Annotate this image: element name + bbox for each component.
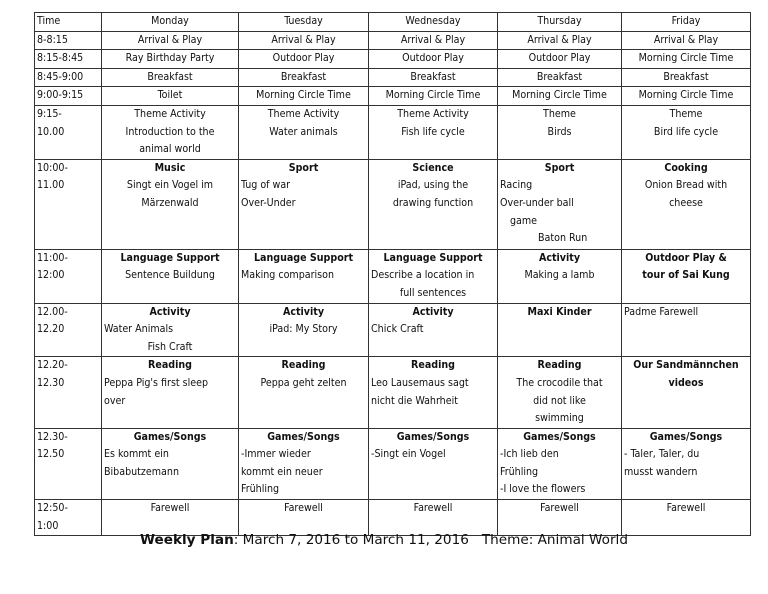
activity-line: Theme	[669, 107, 703, 120]
time-cell	[35, 357, 102, 428]
activity-cell: Farewell	[369, 500, 498, 536]
activity-cell	[102, 159, 239, 249]
table-row	[35, 303, 751, 357]
activity-line: Theme Activity	[134, 107, 206, 120]
activity-title: Games/Songs	[649, 430, 723, 443]
activity-line: - Over-Under	[241, 195, 366, 213]
activity-cell	[622, 105, 751, 159]
activity-cell	[622, 249, 751, 303]
table-row	[35, 105, 751, 159]
activity-title: Games/Songs	[523, 430, 596, 443]
activity-line: over	[104, 394, 126, 407]
activity-cell: Morning Circle Time	[239, 87, 369, 106]
time-line: 12.30	[37, 376, 65, 389]
activity-cell	[369, 357, 498, 428]
activity-cell	[369, 303, 498, 357]
activity-cell: Arrival & Play	[498, 31, 622, 50]
activity-cell	[102, 357, 239, 428]
activity-line: cheese	[669, 196, 703, 209]
activity-cell: Morning Circle Time	[369, 87, 498, 106]
time-line: 12:00	[37, 269, 65, 282]
time-line: 9:15-	[37, 107, 62, 120]
activity-line: Chick Craft	[371, 323, 424, 336]
activity-line: Introduction to the	[125, 125, 215, 138]
activity-title: Outdoor Play &	[645, 251, 727, 264]
activity-cell: Farewell	[498, 500, 622, 536]
activity-line: - Over-under ball	[500, 195, 619, 213]
activity-line: Märzenwald	[141, 196, 199, 209]
weekly-plan-caption	[0, 532, 768, 548]
activity-line: Sentence Buildung	[125, 269, 215, 282]
activity-line: Singt ein Vogel im	[126, 179, 214, 192]
activity-title: Games/Songs	[267, 430, 340, 443]
activity-line: Peppa geht zelten	[260, 376, 347, 389]
activity-cell: Farewell	[239, 500, 369, 536]
activity-cell: Arrival & Play	[102, 31, 239, 50]
time-line: 11.00	[37, 179, 65, 192]
time-line: 12.50	[37, 448, 65, 461]
activity-line: Birds	[547, 125, 572, 138]
header-thursday: Thursday	[498, 13, 622, 32]
caption-text: : March 7, 2016 to March 11, 2016 Theme: Animal World	[233, 532, 628, 548]
activity-line: Peppa Pig's first sleep	[104, 376, 209, 389]
activity-cell: Farewell	[622, 500, 751, 536]
activity-line: Fish Craft	[147, 340, 193, 353]
activity-line: Bibabutzemann	[104, 465, 179, 478]
activity-title: Sport	[288, 161, 319, 174]
activity-cell	[239, 249, 369, 303]
header-friday: Friday	[622, 13, 751, 32]
table-row	[35, 68, 751, 87]
activity-cell	[102, 303, 239, 357]
time-line: 1:00	[37, 519, 59, 532]
time-line: 12.00-	[37, 305, 68, 318]
activity-line: Leo Lausemaus sagt	[371, 376, 469, 389]
activity-title: Language Support	[120, 251, 220, 264]
activity-line: Making comparison	[241, 269, 335, 282]
activity-line: animal world	[139, 143, 201, 156]
activity-cell	[369, 249, 498, 303]
activity-cell	[239, 428, 369, 499]
activity-line: Fish life cycle	[401, 125, 465, 138]
activity-line: Es kommt ein	[104, 448, 169, 461]
activity-line: musst wandern	[624, 465, 698, 478]
time-cell	[35, 249, 102, 303]
activity-cell	[498, 357, 622, 428]
activity-cell	[239, 105, 369, 159]
time-cell	[35, 500, 102, 536]
time-line: 12.30-	[37, 430, 68, 443]
activity-line: iPad: My Story	[269, 323, 338, 336]
activity-cell	[622, 159, 751, 249]
activity-cell	[102, 249, 239, 303]
time-line: 10.00	[37, 125, 65, 138]
activity-line: Frühling	[241, 483, 280, 496]
activity-cell: Toilet	[102, 87, 239, 106]
activity-cell: Arrival & Play	[369, 31, 498, 50]
table-row	[35, 31, 751, 50]
activity-line: nicht die Wahrheit	[371, 394, 458, 407]
activity-title: Reading	[411, 359, 455, 372]
activity-cell: Breakfast	[102, 68, 239, 87]
table-row	[35, 357, 751, 428]
time-cell: 9:00-9:15	[35, 87, 102, 106]
activity-cell	[239, 159, 369, 249]
activity-cell	[622, 428, 751, 499]
time-line: 12.20	[37, 323, 65, 336]
activity-cell: Breakfast	[369, 68, 498, 87]
activity-cell: Arrival & Play	[239, 31, 369, 50]
time-cell	[35, 303, 102, 357]
activity-cell	[622, 303, 751, 357]
activity-line: Theme Activity	[397, 107, 469, 120]
activity-cell: Breakfast	[239, 68, 369, 87]
activity-cell: Arrival & Play	[622, 31, 751, 50]
activity-cell	[239, 357, 369, 428]
header-monday: Monday	[102, 13, 239, 32]
time-cell	[35, 159, 102, 249]
activity-cell	[369, 159, 498, 249]
table-row	[35, 159, 751, 249]
activity-title: Science	[412, 161, 454, 174]
time-line: 11:00-	[37, 251, 68, 264]
header-wednesday: Wednesday	[369, 13, 498, 32]
activity-title: Activity	[282, 305, 325, 318]
activity-cell: Outdoor Play	[239, 50, 369, 69]
activity-cell: Ray Birthday Party	[102, 50, 239, 69]
activity-title: Sport	[544, 161, 575, 174]
weekly-plan-table	[34, 12, 751, 536]
activity-line: game	[510, 214, 538, 227]
activity-line: -Ich lieb den	[500, 448, 559, 461]
activity-line: tour of Sai Kung	[642, 269, 730, 282]
activity-cell: Outdoor Play	[369, 50, 498, 69]
activity-cell	[622, 357, 751, 428]
header-tuesday: Tuesday	[239, 13, 369, 32]
activity-line: videos	[668, 376, 704, 389]
activity-cell	[369, 428, 498, 499]
activity-cell: Farewell	[102, 500, 239, 536]
activity-line: full sentences	[399, 286, 467, 299]
activity-cell	[498, 428, 622, 499]
activity-cell: Morning Circle Time	[622, 50, 751, 69]
activity-cell	[498, 105, 622, 159]
activity-line: Making a lamb	[524, 269, 595, 282]
table-row	[35, 500, 751, 536]
header-time: Time	[35, 13, 102, 32]
activity-cell: Breakfast	[498, 68, 622, 87]
activity-title: Reading	[148, 359, 192, 372]
activity-line: Theme	[543, 107, 576, 120]
time-cell: 8-8:15	[35, 31, 102, 50]
activity-line: - Tug of war	[241, 177, 366, 195]
activity-line: The crocodile that	[516, 376, 603, 389]
activity-line: Theme Activity	[267, 107, 340, 120]
time-line: 12.20-	[37, 359, 68, 372]
activity-cell: Breakfast	[622, 68, 751, 87]
time-cell	[35, 428, 102, 499]
activity-cell: Outdoor Play	[498, 50, 622, 69]
time-line: 10:00-	[37, 161, 68, 174]
activity-title: Activity	[538, 251, 581, 264]
activity-title: Games/Songs	[396, 430, 470, 443]
table-row	[35, 87, 751, 106]
time-cell	[35, 105, 102, 159]
activity-cell	[102, 105, 239, 159]
activity-title: Activity	[412, 305, 454, 318]
activity-line: Frühling	[500, 465, 539, 478]
activity-line: -Immer wieder	[241, 448, 311, 461]
activity-title: Music	[154, 161, 186, 174]
activity-title: Language Support	[383, 251, 483, 264]
activity-line: Onion Bread with	[644, 179, 728, 192]
activity-cell	[498, 159, 622, 249]
table-row	[35, 50, 751, 69]
activity-title: Maxi Kinder	[527, 305, 592, 318]
activity-cell	[239, 303, 369, 357]
activity-line: Water animals	[269, 125, 338, 138]
header-row	[35, 13, 751, 32]
table-row	[35, 249, 751, 303]
activity-title: Games/Songs	[133, 430, 207, 443]
activity-title: Cooking	[664, 161, 708, 174]
time-cell: 8:45-9:00	[35, 68, 102, 87]
activity-title: Reading	[537, 359, 582, 372]
activity-line: iPad, using the	[397, 179, 469, 192]
activity-title: Reading	[281, 359, 326, 372]
activity-title: Activity	[149, 305, 191, 318]
table-row	[35, 428, 751, 499]
time-line: 12:50-	[37, 502, 68, 515]
activity-line: kommt ein neuer	[241, 465, 323, 478]
activity-line: -I love the flowers	[500, 483, 586, 496]
activity-cell	[498, 303, 622, 357]
activity-line: - Taler, Taler, du	[624, 448, 700, 461]
activity-line: Describe a location in	[371, 269, 475, 282]
activity-title: Our Sandmännchen	[633, 359, 739, 372]
activity-line: Baton Run	[538, 232, 588, 245]
activity-cell	[498, 249, 622, 303]
activity-cell: Morning Circle Time	[622, 87, 751, 106]
activity-line: Bird life cycle	[653, 125, 719, 138]
activity-title: Language Support	[253, 251, 354, 264]
activity-line: -Singt ein Vogel	[371, 448, 446, 461]
activity-line: Water Animals	[104, 323, 174, 336]
activity-line: swimming	[535, 412, 584, 425]
activity-cell: Morning Circle Time	[498, 87, 622, 106]
activity-cell	[369, 105, 498, 159]
time-cell: 8:15-8:45	[35, 50, 102, 69]
activity-line: - Racing	[500, 177, 619, 195]
activity-line: Padme Farewell	[624, 305, 699, 318]
activity-cell	[102, 428, 239, 499]
activity-line: drawing function	[392, 196, 474, 209]
caption-label: Weekly Plan	[140, 532, 234, 548]
activity-line: did not like	[533, 394, 586, 407]
